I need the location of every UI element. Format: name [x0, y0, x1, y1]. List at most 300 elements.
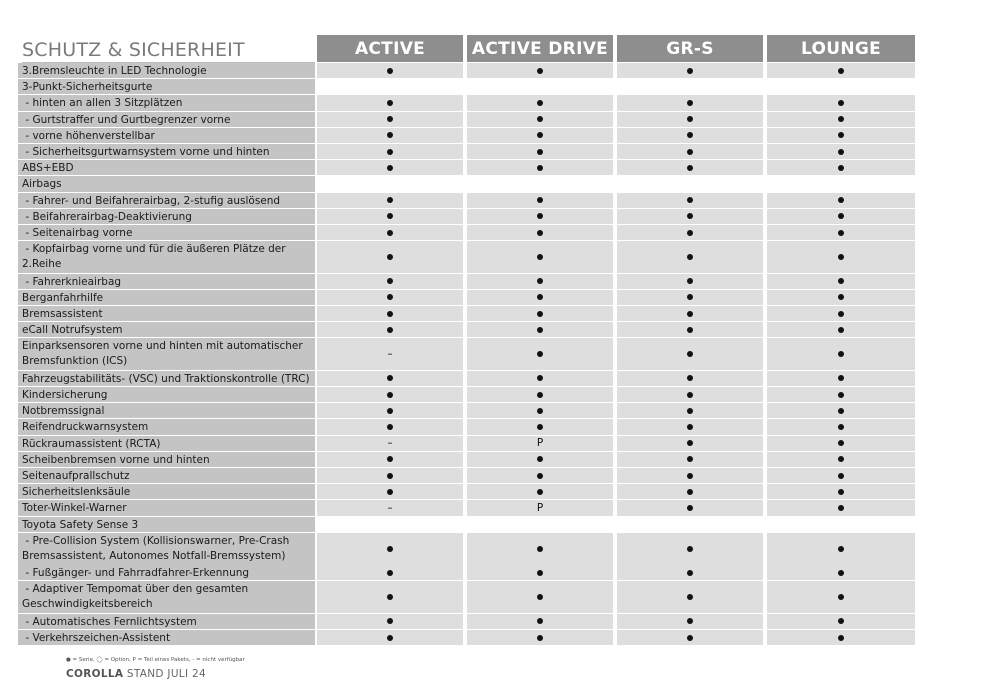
table-row — [0, 306, 990, 321]
standard-dot-icon — [537, 635, 543, 641]
standard-dot-icon — [537, 489, 543, 495]
row-cell-2 — [467, 517, 613, 532]
row-cell-1 — [317, 160, 463, 175]
row-cell-2 — [467, 403, 613, 418]
row-cell-4 — [767, 517, 915, 532]
standard-dot-icon — [687, 375, 693, 381]
standard-dot-icon — [838, 505, 844, 511]
table-row — [0, 225, 990, 240]
row-label: Reifendruckwarnsystem — [18, 419, 315, 434]
standard-dot-icon — [687, 213, 693, 219]
column-header-1: ACTIVE — [317, 35, 463, 62]
availability-mark: P — [536, 501, 544, 514]
row-label: - Gurtstraffer und Gurtbegrenzer vorne — [18, 112, 315, 127]
standard-dot-icon — [537, 278, 543, 284]
row-cell-4 — [767, 338, 915, 370]
standard-dot-icon — [387, 489, 393, 495]
row-label: Berganfahrhilfe — [18, 290, 315, 305]
standard-dot-icon — [387, 546, 393, 552]
standard-dot-icon — [537, 375, 543, 381]
row-cell-1 — [317, 452, 463, 467]
row-cell-4 — [767, 565, 915, 580]
standard-dot-icon — [838, 456, 844, 462]
standard-dot-icon — [387, 230, 393, 236]
column-header-3: GR-S — [617, 35, 763, 62]
standard-dot-icon — [687, 440, 693, 446]
row-label: Kindersicherung — [18, 387, 315, 402]
row-cell-2 — [467, 176, 613, 191]
row-label: Rückraumassistent (RCTA) — [18, 436, 315, 451]
row-cell-1 — [317, 225, 463, 240]
standard-dot-icon — [687, 505, 693, 511]
row-cell-4 — [767, 387, 915, 402]
table-row — [0, 79, 990, 94]
table-row — [0, 565, 990, 580]
row-cell-2 — [467, 565, 613, 580]
row-cell-4 — [767, 468, 915, 483]
row-cell-2 — [467, 338, 613, 370]
standard-dot-icon — [687, 254, 693, 260]
standard-dot-icon — [838, 618, 844, 624]
row-cell-2 — [467, 160, 613, 175]
standard-dot-icon — [387, 197, 393, 203]
row-cell-4 — [767, 160, 915, 175]
standard-dot-icon — [838, 311, 844, 317]
row-cell-4 — [767, 63, 915, 78]
standard-dot-icon — [687, 618, 693, 624]
standard-dot-icon — [387, 116, 393, 122]
legend: ● = Serie, ◯ = Option, P = Teil eines Pakets, - = nicht verfügbar — [66, 657, 245, 663]
row-cell-1 — [317, 614, 463, 629]
standard-dot-icon — [687, 116, 693, 122]
standard-dot-icon — [537, 132, 543, 138]
standard-dot-icon — [387, 408, 393, 414]
row-cell-3 — [617, 419, 763, 434]
row-cell-3 — [617, 371, 763, 386]
standard-dot-icon — [838, 570, 844, 576]
row-cell-1 — [317, 176, 463, 191]
table-row — [0, 419, 990, 434]
table-row — [0, 533, 990, 565]
standard-dot-icon — [838, 165, 844, 171]
standard-dot-icon — [537, 165, 543, 171]
row-cell-3 — [617, 160, 763, 175]
row-cell-2 — [467, 630, 613, 645]
standard-dot-icon — [537, 473, 543, 479]
row-cell-4 — [767, 290, 915, 305]
section-title: SCHUTZ & SICHERHEIT — [22, 38, 315, 63]
row-cell-2 — [467, 63, 613, 78]
standard-dot-icon — [387, 375, 393, 381]
standard-dot-icon — [687, 197, 693, 203]
standard-dot-icon — [687, 456, 693, 462]
footer-edition: STAND JULI 24 — [126, 668, 206, 680]
standard-dot-icon — [387, 311, 393, 317]
table-row — [0, 209, 990, 224]
availability-mark: P — [536, 437, 544, 450]
row-cell-1 — [317, 290, 463, 305]
row-cell-2 — [467, 452, 613, 467]
standard-dot-icon — [537, 351, 543, 357]
row-cell-1 — [317, 112, 463, 127]
table-row — [0, 274, 990, 289]
standard-dot-icon — [537, 294, 543, 300]
standard-dot-icon — [537, 100, 543, 106]
standard-dot-icon — [838, 424, 844, 430]
standard-dot-icon — [537, 149, 543, 155]
standard-dot-icon — [537, 408, 543, 414]
row-cell-1 — [317, 306, 463, 321]
table-row — [0, 95, 990, 110]
standard-dot-icon — [687, 424, 693, 430]
row-cell-4 — [767, 452, 915, 467]
availability-mark: – — [387, 437, 393, 450]
row-cell-2 — [467, 79, 613, 94]
row-label: - Fahrer- und Beifahrerairbag, 2-stufig auslösend — [18, 193, 315, 208]
standard-dot-icon — [687, 149, 693, 155]
standard-dot-icon — [838, 594, 844, 600]
row-cell-3 — [617, 290, 763, 305]
row-cell-3 — [617, 241, 763, 273]
row-cell-4 — [767, 209, 915, 224]
row-cell-3 — [617, 630, 763, 645]
standard-dot-icon — [537, 456, 543, 462]
standard-dot-icon — [687, 278, 693, 284]
standard-dot-icon — [387, 68, 393, 74]
row-label: - Kopfairbag vorne und für die äußeren Plätze der 2.Reihe — [18, 241, 315, 273]
standard-dot-icon — [387, 570, 393, 576]
row-cell-3 — [617, 452, 763, 467]
row-cell-2 — [467, 144, 613, 159]
table-row — [0, 387, 990, 402]
row-cell-3 — [617, 79, 763, 94]
row-cell-3 — [617, 63, 763, 78]
row-cell-2 — [467, 468, 613, 483]
row-cell-3 — [617, 322, 763, 337]
row-cell-1 — [317, 193, 463, 208]
standard-dot-icon — [687, 68, 693, 74]
row-cell-4 — [767, 112, 915, 127]
row-cell-2 — [467, 581, 613, 613]
standard-dot-icon — [838, 149, 844, 155]
row-cell-4 — [767, 403, 915, 418]
row-label: Bremsassistent — [18, 306, 315, 321]
row-label: eCall Notrufsystem — [18, 322, 315, 337]
row-cell-4 — [767, 614, 915, 629]
standard-dot-icon — [537, 594, 543, 600]
standard-dot-icon — [687, 294, 693, 300]
row-label: Toyota Safety Sense 3 — [18, 517, 315, 532]
standard-dot-icon — [838, 68, 844, 74]
table-row — [0, 468, 990, 483]
standard-dot-icon — [387, 327, 393, 333]
row-cell-4 — [767, 533, 915, 565]
row-cell-3 — [617, 128, 763, 143]
standard-dot-icon — [537, 213, 543, 219]
table-row — [0, 128, 990, 143]
row-label: - Sicherheitsgurtwarnsystem vorne und hinten — [18, 144, 315, 159]
row-cell-1 — [317, 274, 463, 289]
row-cell-3 — [617, 533, 763, 565]
row-cell-1 — [317, 63, 463, 78]
row-cell-2 — [467, 225, 613, 240]
standard-dot-icon — [687, 635, 693, 641]
row-cell-2 — [467, 306, 613, 321]
table-row — [0, 322, 990, 337]
standard-dot-icon — [387, 149, 393, 155]
standard-dot-icon — [838, 100, 844, 106]
row-cell-1 — [317, 581, 463, 613]
row-cell-1 — [317, 436, 463, 451]
row-cell-1 — [317, 128, 463, 143]
row-cell-2 — [467, 484, 613, 499]
footer-brand: COROLLA — [66, 668, 124, 680]
row-cell-3 — [617, 581, 763, 613]
row-cell-1 — [317, 241, 463, 273]
standard-dot-icon — [387, 618, 393, 624]
row-label: - Beifahrerairbag-Deaktivierung — [18, 209, 315, 224]
row-cell-1 — [317, 79, 463, 94]
standard-dot-icon — [687, 230, 693, 236]
row-cell-3 — [617, 565, 763, 580]
row-cell-1 — [317, 209, 463, 224]
row-cell-2 — [467, 193, 613, 208]
standard-dot-icon — [387, 424, 393, 430]
row-cell-2 — [467, 387, 613, 402]
row-cell-4 — [767, 581, 915, 613]
standard-dot-icon — [838, 132, 844, 138]
table-row — [0, 112, 990, 127]
row-cell-2 — [467, 112, 613, 127]
row-cell-1 — [317, 533, 463, 565]
row-cell-2 — [467, 95, 613, 110]
row-cell-4 — [767, 79, 915, 94]
standard-dot-icon — [387, 294, 393, 300]
table-row — [0, 403, 990, 418]
standard-dot-icon — [838, 392, 844, 398]
standard-dot-icon — [687, 351, 693, 357]
row-cell-2 — [467, 371, 613, 386]
row-cell-1 — [317, 517, 463, 532]
table-row — [0, 436, 990, 451]
table-row — [0, 500, 990, 515]
availability-mark: – — [387, 501, 393, 514]
row-cell-4 — [767, 225, 915, 240]
standard-dot-icon — [687, 311, 693, 317]
standard-dot-icon — [838, 254, 844, 260]
standard-dot-icon — [537, 68, 543, 74]
standard-dot-icon — [387, 473, 393, 479]
row-cell-3 — [617, 517, 763, 532]
standard-dot-icon — [838, 351, 844, 357]
row-label: - Seitenairbag vorne — [18, 225, 315, 240]
row-cell-3 — [617, 225, 763, 240]
standard-dot-icon — [838, 546, 844, 552]
standard-dot-icon — [537, 116, 543, 122]
standard-dot-icon — [387, 100, 393, 106]
table-row — [0, 517, 990, 532]
table-row — [0, 290, 990, 305]
table-row — [0, 630, 990, 645]
standard-dot-icon — [687, 327, 693, 333]
table-row — [0, 371, 990, 386]
row-cell-3 — [617, 176, 763, 191]
row-cell-1 — [317, 500, 463, 515]
row-cell-1 — [317, 403, 463, 418]
table-row — [0, 193, 990, 208]
standard-dot-icon — [387, 594, 393, 600]
row-label: - hinten an allen 3 Sitzplätzen — [18, 95, 315, 110]
row-cell-3 — [617, 436, 763, 451]
standard-dot-icon — [537, 570, 543, 576]
row-label: Toter-Winkel-Warner — [18, 500, 315, 515]
row-cell-4 — [767, 144, 915, 159]
row-cell-4 — [767, 176, 915, 191]
row-cell-1 — [317, 419, 463, 434]
row-cell-2 — [467, 419, 613, 434]
table-row — [0, 484, 990, 499]
table-row — [0, 581, 990, 613]
row-cell-4 — [767, 500, 915, 515]
row-cell-3 — [617, 193, 763, 208]
row-cell-3 — [617, 468, 763, 483]
standard-dot-icon — [687, 100, 693, 106]
row-label: - Fußgänger- und Fahrradfahrer-Erkennung — [18, 565, 315, 580]
row-cell-4 — [767, 193, 915, 208]
standard-dot-icon — [838, 408, 844, 414]
row-cell-4 — [767, 630, 915, 645]
row-cell-2 — [467, 436, 613, 451]
standard-dot-icon — [687, 594, 693, 600]
row-cell-3 — [617, 614, 763, 629]
standard-dot-icon — [687, 392, 693, 398]
standard-dot-icon — [838, 230, 844, 236]
standard-dot-icon — [838, 375, 844, 381]
standard-dot-icon — [537, 311, 543, 317]
standard-dot-icon — [687, 408, 693, 414]
table-row — [0, 241, 990, 273]
row-cell-3 — [617, 484, 763, 499]
row-label: 3-Punkt-Sicherheitsgurte — [18, 79, 315, 94]
standard-dot-icon — [537, 424, 543, 430]
row-label: - Adaptiver Tempomat über den gesamten Geschwindigkeitsbereich — [18, 581, 315, 613]
row-cell-3 — [617, 112, 763, 127]
standard-dot-icon — [387, 278, 393, 284]
row-label: - Automatisches Fernlichtsystem — [18, 614, 315, 629]
row-label: Einparksensoren vorne und hinten mit automatischer Bremsfunktion (ICS) — [18, 338, 315, 370]
row-cell-2 — [467, 500, 613, 515]
row-cell-2 — [467, 533, 613, 565]
standard-dot-icon — [537, 546, 543, 552]
row-cell-3 — [617, 500, 763, 515]
row-cell-3 — [617, 387, 763, 402]
row-cell-2 — [467, 322, 613, 337]
availability-mark: – — [387, 348, 393, 361]
row-cell-4 — [767, 241, 915, 273]
standard-dot-icon — [838, 473, 844, 479]
standard-dot-icon — [687, 570, 693, 576]
row-cell-2 — [467, 614, 613, 629]
row-cell-4 — [767, 95, 915, 110]
row-cell-3 — [617, 274, 763, 289]
standard-dot-icon — [387, 392, 393, 398]
standard-dot-icon — [687, 165, 693, 171]
standard-dot-icon — [387, 635, 393, 641]
row-label: - Verkehrszeichen-Assistent — [18, 630, 315, 645]
table-row — [0, 176, 990, 191]
row-cell-3 — [617, 144, 763, 159]
row-label: Notbremssignal — [18, 403, 315, 418]
row-cell-1 — [317, 322, 463, 337]
row-cell-2 — [467, 241, 613, 273]
row-cell-2 — [467, 290, 613, 305]
row-cell-2 — [467, 274, 613, 289]
standard-dot-icon — [838, 635, 844, 641]
row-cell-2 — [467, 209, 613, 224]
row-cell-1 — [317, 630, 463, 645]
row-cell-4 — [767, 371, 915, 386]
row-label: Airbags — [18, 176, 315, 191]
row-cell-1 — [317, 95, 463, 110]
row-label: Seitenaufprallschutz — [18, 468, 315, 483]
standard-dot-icon — [838, 440, 844, 446]
standard-dot-icon — [387, 254, 393, 260]
standard-dot-icon — [838, 489, 844, 495]
row-cell-3 — [617, 95, 763, 110]
row-cell-4 — [767, 128, 915, 143]
row-cell-3 — [617, 209, 763, 224]
row-cell-1 — [317, 484, 463, 499]
standard-dot-icon — [387, 132, 393, 138]
row-label: - vorne höhenverstellbar — [18, 128, 315, 143]
row-label: - Pre-Collision System (Kollisionswarner, Pre-Crash Bremsassistent, Autonomes Notfall-Bremssystem) — [18, 533, 315, 565]
row-label: Fahrzeugstabilitäts- (VSC) und Traktionskontrolle (TRC) — [18, 371, 315, 386]
standard-dot-icon — [537, 327, 543, 333]
standard-dot-icon — [387, 165, 393, 171]
standard-dot-icon — [687, 473, 693, 479]
table-row — [0, 338, 990, 370]
row-cell-2 — [467, 128, 613, 143]
standard-dot-icon — [387, 456, 393, 462]
standard-dot-icon — [838, 116, 844, 122]
row-cell-4 — [767, 306, 915, 321]
standard-dot-icon — [687, 132, 693, 138]
row-cell-1 — [317, 371, 463, 386]
footer — [66, 668, 206, 680]
row-cell-1 — [317, 144, 463, 159]
table-row — [0, 160, 990, 175]
row-cell-4 — [767, 436, 915, 451]
standard-dot-icon — [687, 546, 693, 552]
standard-dot-icon — [537, 618, 543, 624]
row-cell-4 — [767, 322, 915, 337]
row-cell-1 — [317, 387, 463, 402]
standard-dot-icon — [838, 197, 844, 203]
column-header-4: LOUNGE — [767, 35, 915, 62]
standard-dot-icon — [687, 489, 693, 495]
row-cell-3 — [617, 306, 763, 321]
row-cell-3 — [617, 403, 763, 418]
table-row — [0, 614, 990, 629]
row-cell-1 — [317, 468, 463, 483]
standard-dot-icon — [537, 254, 543, 260]
row-cell-1 — [317, 338, 463, 370]
standard-dot-icon — [838, 278, 844, 284]
row-cell-1 — [317, 565, 463, 580]
standard-dot-icon — [838, 327, 844, 333]
row-label: 3.Bremsleuchte in LED Technologie — [18, 63, 315, 78]
standard-dot-icon — [387, 213, 393, 219]
